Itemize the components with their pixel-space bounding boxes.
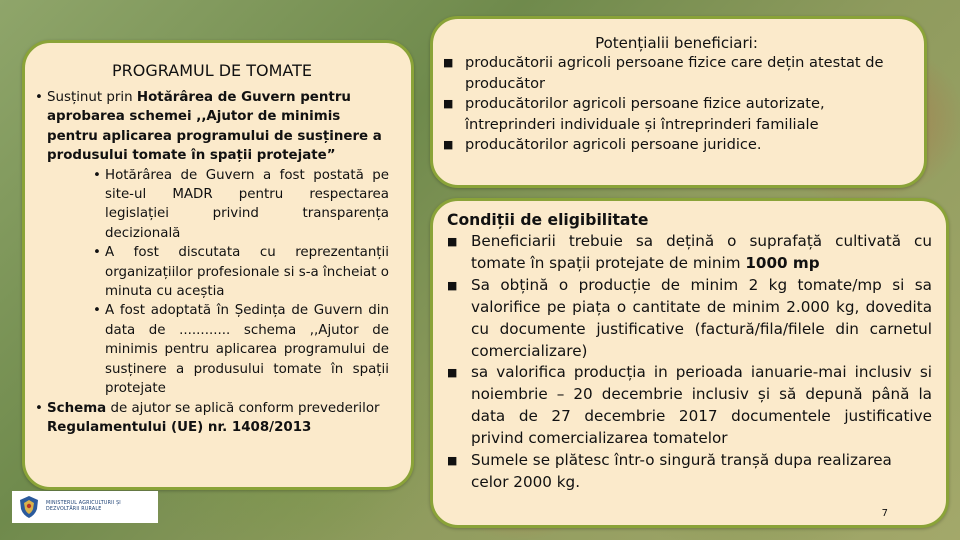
eligibility-title: Condiții de eligibilitate xyxy=(447,211,649,229)
ministry-logo xyxy=(12,491,158,523)
bullet-icon: • xyxy=(93,245,101,261)
beneficiary-item: ■ producătorilor agricoli persoane juridice. xyxy=(443,135,910,156)
logo-line-1: MINISTERUL AGRICULTURII ȘI xyxy=(46,501,121,506)
eligibility-item: ■ Sumele se plătesc într-o singură tranșă dupa realizarea celor 2000 kg. xyxy=(447,450,932,494)
coat-of-arms-icon xyxy=(16,494,42,520)
bullet-icon: • xyxy=(35,400,43,416)
eligibility-panel xyxy=(430,198,949,528)
square-bullet-icon: ■ xyxy=(447,278,458,292)
program-sub-item: • Hotărârea de Guvern a fost postată pe site-ul MADR pentru respectarea legislației privind transparența decizională xyxy=(35,166,389,244)
beneficiary-item: ■ producătorilor agricoli persoane fizice autorizate, întreprinderi individuale și întreprinderi familiale xyxy=(443,94,910,135)
square-bullet-icon: ■ xyxy=(447,366,458,380)
square-bullet-icon: ■ xyxy=(443,138,454,151)
program-sub-item: • A fost adoptată în Ședința de Guvern din data de ............ schema ,,Ajutor de minimis pentru aplicarea programului de susținere a produsului tomate în spații protejate xyxy=(35,301,389,398)
page-number: 7 xyxy=(881,508,888,519)
beneficiaries-title: Potențialii beneficiari: xyxy=(595,34,758,52)
square-bullet-icon: ■ xyxy=(443,97,454,110)
program-bullet-2: • Schema de ajutor se aplică conform prevederilor Regulamentului (UE) nr. 1408/2013 xyxy=(35,399,389,438)
beneficiary-item: ■ producătorii agricoli persoane fizice care dețin atestat de producător xyxy=(443,53,910,94)
eligibility-item: ■ sa valorifica producția in perioada ianuarie-mai inclusiv si noiembrie – 20 decembrie inclusiv și să depună până la data de 27 decembrie 2017 documentele justificative privind comercializarea tomatelor xyxy=(447,362,932,450)
bullet-icon: • xyxy=(35,90,43,105)
program-bullet-1: • Susținut prin Hotărârea de Guvern pentru aprobarea schemei ,,Ajutor de minimis pentru aplicarea programului de susținere a produsului tomate în spații protejate” xyxy=(35,88,389,166)
logo-line-2: DEZVOLTĂRII RURALE xyxy=(46,507,102,512)
program-title: PROGRAMUL DE TOMATE xyxy=(112,61,312,80)
bullet-icon: • xyxy=(93,167,101,183)
square-bullet-icon: ■ xyxy=(443,56,454,69)
eligibility-item: ■ Beneficiarii trebuie sa dețină o suprafață cultivată cu tomate în spații protejate de minim 1000 mp xyxy=(447,231,932,275)
beneficiaries-panel xyxy=(430,16,927,188)
program-panel xyxy=(22,40,414,490)
program-sub-item: • A fost discutata cu reprezentanții organizațiilor profesionale si s-a încheiat o minuta cu aceștia xyxy=(35,243,389,301)
square-bullet-icon: ■ xyxy=(447,235,458,248)
bullet-icon: • xyxy=(93,303,101,319)
eligibility-item: ■ Sa obțină o producție de minim 2 kg tomate/mp si sa valorifice pe piața o cantitate de minim 2.000 kg, dovedita cu documente justificative (factură/fila/filele din carnetul comercializare) xyxy=(447,275,932,363)
square-bullet-icon: ■ xyxy=(447,454,458,468)
